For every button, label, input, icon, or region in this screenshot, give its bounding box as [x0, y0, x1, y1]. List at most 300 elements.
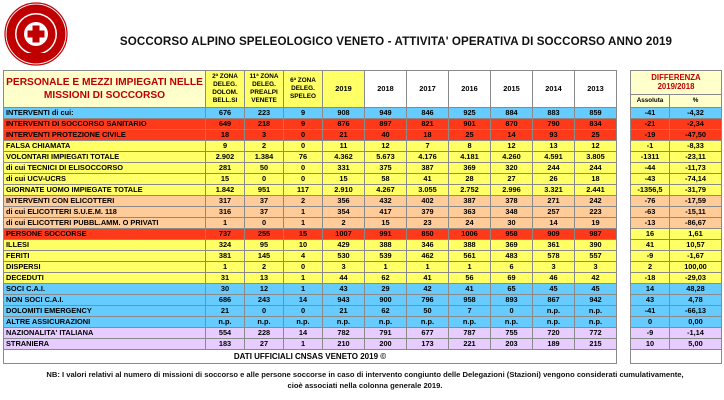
table-cell: 649 [206, 119, 245, 130]
table-cell: 790 [533, 119, 575, 130]
table-row [4, 240, 722, 251]
table-cell: 7 [449, 306, 491, 317]
diff-absolute-cell: 14 [631, 284, 670, 295]
table-cell: 189 [533, 339, 575, 350]
year-header-2015: 2015 [491, 71, 533, 108]
row-label: GIORNATE UOMO IMPIEGATE TOTALE [4, 185, 206, 196]
table-cell: 0 [491, 306, 533, 317]
year-header-2016: 2016 [449, 71, 491, 108]
table-cell: 1007 [323, 229, 365, 240]
table-cell: 1 [284, 207, 323, 218]
table-row [4, 207, 722, 218]
table-row [4, 196, 722, 207]
table-cell: 320 [491, 163, 533, 174]
row-label: ALTRE ASSICURAZIONI [4, 317, 206, 328]
table-cell: 3.805 [575, 152, 617, 163]
diff-percent-cell: -1,14 [670, 328, 722, 339]
table-cell: 14 [284, 328, 323, 339]
diff-absolute-cell: -43 [631, 174, 670, 185]
table-cell: 12 [575, 141, 617, 152]
table-cell: 223 [245, 108, 284, 119]
spacer [617, 339, 631, 350]
diff-percent-cell: -2,34 [670, 119, 722, 130]
table-row [4, 229, 722, 240]
table-cell: 0 [284, 141, 323, 152]
table-cell: 76 [284, 152, 323, 163]
table-cell: 462 [407, 251, 449, 262]
table-cell: 369 [449, 163, 491, 174]
table-cell: 348 [491, 207, 533, 218]
table-cell: 361 [533, 240, 575, 251]
row-label: ILLESI [4, 240, 206, 251]
table-row [4, 339, 722, 350]
diff-absolute-cell: -13 [631, 218, 670, 229]
table-cell: 991 [365, 229, 407, 240]
table-cell: 42 [407, 284, 449, 295]
spacer [617, 196, 631, 207]
spacer [617, 350, 631, 364]
table-cell: 25 [575, 130, 617, 141]
table-cell: 43 [323, 284, 365, 295]
table-cell: 45 [575, 284, 617, 295]
table-cell: 387 [407, 163, 449, 174]
table-cell: 210 [323, 339, 365, 350]
table-cell: 95 [245, 240, 284, 251]
row-label: DECEDUTI [4, 273, 206, 284]
table-cell: 15 [206, 174, 245, 185]
row-label: INTERVENTI CON ELICOTTERI [4, 196, 206, 207]
table-cell: n.p. [206, 317, 245, 328]
table-row [4, 108, 722, 119]
table-cell: 1 [449, 262, 491, 273]
table-cell: 14 [491, 130, 533, 141]
table-cell: 243 [245, 295, 284, 306]
table-cell: 1.384 [245, 152, 284, 163]
table-cell: 2.996 [491, 185, 533, 196]
diff-percent-cell: -66,13 [670, 306, 722, 317]
spacer [617, 229, 631, 240]
spacer [617, 306, 631, 317]
diff-absolute-cell: -63 [631, 207, 670, 218]
table-cell: 2 [245, 262, 284, 273]
table-cell: 10 [284, 240, 323, 251]
row-label: di cui UCV-UCRS [4, 174, 206, 185]
table-cell: 908 [323, 108, 365, 119]
diff-absolute-cell: -41 [631, 108, 670, 119]
table-cell: 388 [365, 240, 407, 251]
row-label: NAZIONALITA' ITALIANA [4, 328, 206, 339]
spacer [617, 119, 631, 130]
table-cell: 1 [284, 339, 323, 350]
table-cell: 4.260 [491, 152, 533, 163]
table-cell: 0 [284, 130, 323, 141]
spacer [617, 141, 631, 152]
diff-absolute-cell: -9 [631, 328, 670, 339]
table-cell: 27 [491, 174, 533, 185]
row-label: STRANIERA [4, 339, 206, 350]
table-cell: 539 [365, 251, 407, 262]
table-cell: 859 [575, 108, 617, 119]
table-cell: 369 [491, 240, 533, 251]
table-cell: n.p. [491, 317, 533, 328]
table-cell: 755 [491, 328, 533, 339]
table-cell: 720 [533, 328, 575, 339]
table-cell: 203 [491, 339, 533, 350]
table-cell: 41 [407, 273, 449, 284]
table-cell: 925 [449, 108, 491, 119]
table-cell: 354 [323, 207, 365, 218]
cnsas-logo [4, 2, 68, 66]
table-cell: 215 [575, 339, 617, 350]
table-cell: 737 [206, 229, 245, 240]
table-cell: 4 [284, 251, 323, 262]
table-cell: 686 [206, 295, 245, 306]
table-cell: 9 [206, 141, 245, 152]
table-cell: 402 [407, 196, 449, 207]
table-cell: 223 [575, 207, 617, 218]
table-cell: 1 [407, 262, 449, 273]
diff-absolute-cell: 0 [631, 317, 670, 328]
table-cell: 1 [206, 218, 245, 229]
table-cell: 782 [323, 328, 365, 339]
table-cell: 27 [245, 339, 284, 350]
table-cell: 3 [533, 262, 575, 273]
table-cell: 429 [323, 240, 365, 251]
table-row [4, 273, 722, 284]
table-cell: 949 [365, 108, 407, 119]
table-cell: 346 [407, 240, 449, 251]
table-cell: 62 [365, 306, 407, 317]
table-cell: 554 [206, 328, 245, 339]
table-cell: 145 [245, 251, 284, 262]
table-cell: 12 [491, 141, 533, 152]
table-cell: 987 [575, 229, 617, 240]
table-cell: 281 [206, 163, 245, 174]
diff-percent-cell: -17,59 [670, 196, 722, 207]
zone-header-speleo: 6ª ZONA DELEG. SPELEO [284, 71, 323, 108]
diff-absolute-cell: -19 [631, 130, 670, 141]
table-cell: 21 [206, 306, 245, 317]
table-cell: 846 [407, 108, 449, 119]
table-cell: 850 [407, 229, 449, 240]
table-cell: 2.752 [449, 185, 491, 196]
table-cell: 897 [365, 119, 407, 130]
table-cell: 772 [575, 328, 617, 339]
table-cell: 0 [284, 163, 323, 174]
spacer [617, 251, 631, 262]
diff-percent-cell: -8,33 [670, 141, 722, 152]
table-cell: 1 [284, 284, 323, 295]
table-cell: 0 [245, 174, 284, 185]
diff-absolute-cell: 43 [631, 295, 670, 306]
table-row [4, 163, 722, 174]
footnote: NB: I valori relativi al numero di missioni di soccorso e alle persone soccorse in caso di intervento congiunto delle Delegazioni (Stazioni) vengono considerati cumulativamente, cioè associati nella colonna generale 2019. [46, 370, 684, 390]
table-cell: 951 [245, 185, 284, 196]
diff-absolute-cell: -1311 [631, 152, 670, 163]
table-header-row [4, 71, 722, 95]
table-cell: 677 [407, 328, 449, 339]
year-header-2017: 2017 [407, 71, 449, 108]
table-cell: 200 [365, 339, 407, 350]
table-cell: 1 [365, 262, 407, 273]
table-cell: 13 [533, 141, 575, 152]
page-title: SOCCORSO ALPINO SPELEOLOGICO VENETO - ATTIVITA' OPERATIVA DI SOCCORSO ANNO 2019 [119, 35, 673, 48]
diff-percent-cell: 0,00 [670, 317, 722, 328]
table-cell: 9 [284, 108, 323, 119]
spacer [617, 207, 631, 218]
spacer [617, 163, 631, 174]
table-cell: 3.321 [533, 185, 575, 196]
spacer [617, 174, 631, 185]
table-cell: 390 [575, 240, 617, 251]
table-cell: 2 [245, 141, 284, 152]
table-cell: 331 [323, 163, 365, 174]
table-cell: 19 [575, 218, 617, 229]
diff-absolute-cell: 10 [631, 339, 670, 350]
diff-absolute-cell: -44 [631, 163, 670, 174]
year-header-2013: 2013 [575, 71, 617, 108]
diff-percent-cell: 48,28 [670, 284, 722, 295]
table-cell: 50 [245, 163, 284, 174]
table-cell: 4.362 [323, 152, 365, 163]
table-cell: 958 [491, 229, 533, 240]
diff-percent-cell: -4,32 [670, 108, 722, 119]
spacer [617, 185, 631, 196]
table-cell: 62 [365, 273, 407, 284]
table-cell: 257 [533, 207, 575, 218]
diff-percent-cell: -1,67 [670, 251, 722, 262]
table-cell: 387 [449, 196, 491, 207]
table-cell: 1 [284, 218, 323, 229]
table-cell: 578 [533, 251, 575, 262]
table-cell: n.p. [533, 306, 575, 317]
table-cell: 25 [449, 130, 491, 141]
table-row [4, 284, 722, 295]
table-row [4, 317, 722, 328]
table-cell: 676 [206, 108, 245, 119]
table-cell: 37 [245, 207, 284, 218]
table-row [4, 185, 722, 196]
table-cell: 834 [575, 119, 617, 130]
row-label: di cui ELICOTTERI PUBBL.AMM. O PRIVATI [4, 218, 206, 229]
table-footer-row [4, 350, 722, 364]
table-cell: 5.673 [365, 152, 407, 163]
spacer [617, 218, 631, 229]
table-cell: n.p. [575, 317, 617, 328]
table-cell: 24 [449, 218, 491, 229]
table-cell: 13 [245, 273, 284, 284]
table-cell: 317 [206, 196, 245, 207]
table-cell: 26 [533, 174, 575, 185]
table-cell: 15 [365, 218, 407, 229]
diff-absolute-cell: -1 [631, 141, 670, 152]
table-cell: 561 [449, 251, 491, 262]
table-cell: 255 [245, 229, 284, 240]
table-cell: 378 [491, 196, 533, 207]
table-cell: 909 [533, 229, 575, 240]
spacer [617, 317, 631, 328]
table-cell: 23 [407, 218, 449, 229]
table-cell: 41 [407, 174, 449, 185]
table-row [4, 119, 722, 130]
table-cell: n.p. [449, 317, 491, 328]
table-cell: 50 [407, 306, 449, 317]
table-cell: 876 [323, 119, 365, 130]
table-cell: 1 [206, 262, 245, 273]
spacer [617, 152, 631, 163]
table-cell: 37 [245, 196, 284, 207]
diff-absolute-cell: -41 [631, 306, 670, 317]
table-cell: 18 [206, 130, 245, 141]
table-cell: 943 [323, 295, 365, 306]
table-cell: 530 [323, 251, 365, 262]
table-cell: 4.591 [533, 152, 575, 163]
statistics-table [3, 70, 722, 364]
table-cell: 1 [284, 273, 323, 284]
table-cell: 271 [533, 196, 575, 207]
table-cell: 8 [449, 141, 491, 152]
table-cell: 44 [323, 273, 365, 284]
table-cell: 242 [575, 196, 617, 207]
table-cell: 870 [491, 119, 533, 130]
table-cell: 0 [245, 218, 284, 229]
diff-absolute-cell: -1356,5 [631, 185, 670, 196]
diff-header: DIFFERENZA 2019/2018 [631, 71, 722, 95]
table-cell: 4.267 [365, 185, 407, 196]
header-title: PERSONALE E MEZZI IMPIEGATI NELLE MISSIONI DI SOCCORSO [4, 71, 206, 108]
table-cell: 42 [575, 273, 617, 284]
table-row [4, 141, 722, 152]
spacer [617, 130, 631, 141]
table-cell: 244 [575, 163, 617, 174]
table-cell: 893 [491, 295, 533, 306]
table-cell: 2.441 [575, 185, 617, 196]
table-cell: 228 [245, 328, 284, 339]
footer-source: DATI UFFICIALI CNSAS VENETO 2019 © [4, 350, 617, 364]
diff-percent-cell: 1,61 [670, 229, 722, 240]
table-cell: 363 [449, 207, 491, 218]
table-cell: 14 [533, 218, 575, 229]
table-cell: 2.902 [206, 152, 245, 163]
diff-absolute-cell: 2 [631, 262, 670, 273]
table-cell: 3 [575, 262, 617, 273]
spacer [617, 108, 631, 119]
table-cell: 0 [284, 174, 323, 185]
table-cell: n.p. [575, 306, 617, 317]
diff-percent-cell: -29,03 [670, 273, 722, 284]
table-cell: 29 [365, 284, 407, 295]
table-row [4, 174, 722, 185]
table-cell: 884 [491, 108, 533, 119]
row-label: PERSONE SOCCORSE [4, 229, 206, 240]
table-cell: 379 [407, 207, 449, 218]
table-cell: n.p. [407, 317, 449, 328]
table-cell: 30 [206, 284, 245, 295]
table-cell: 557 [575, 251, 617, 262]
table-cell: 791 [365, 328, 407, 339]
table-cell: 958 [449, 295, 491, 306]
table-cell: n.p. [284, 317, 323, 328]
diff-absolute-cell: 41 [631, 240, 670, 251]
row-label: DOLOMITI EMERGENCY [4, 306, 206, 317]
table-cell: 9 [284, 119, 323, 130]
table-cell: 356 [323, 196, 365, 207]
table-cell: 7 [407, 141, 449, 152]
table-cell: 21 [323, 306, 365, 317]
table-cell: 388 [449, 240, 491, 251]
diff-percent-cell: -23,11 [670, 152, 722, 163]
table-row [4, 306, 722, 317]
table-cell: 221 [449, 339, 491, 350]
table-cell: 900 [365, 295, 407, 306]
table-cell: 4.181 [449, 152, 491, 163]
table-cell: 1006 [449, 229, 491, 240]
table-cell: 15 [323, 174, 365, 185]
table-cell: 2 [323, 218, 365, 229]
table-cell: 93 [533, 130, 575, 141]
table-cell: 3.055 [407, 185, 449, 196]
table-cell: 244 [533, 163, 575, 174]
table-cell: 2 [284, 196, 323, 207]
table-row [4, 130, 722, 141]
table-row [4, 295, 722, 306]
year-header-2019: 2019 [323, 71, 365, 108]
table-cell: 432 [365, 196, 407, 207]
row-label: NON SOCI C.A.I. [4, 295, 206, 306]
table-cell: 31 [206, 273, 245, 284]
table-cell: n.p. [365, 317, 407, 328]
table-row [4, 328, 722, 339]
diff-percent-cell: 100,00 [670, 262, 722, 273]
zone-header-prealpi: 11ª ZONA DELEG. PREALPI VENETE [245, 71, 284, 108]
table-cell: 30 [491, 218, 533, 229]
year-header-2014: 2014 [533, 71, 575, 108]
table-cell: 381 [206, 251, 245, 262]
diff-percent-cell: -11,73 [670, 163, 722, 174]
table-cell: 942 [575, 295, 617, 306]
table-cell: n.p. [245, 317, 284, 328]
table-cell: 46 [533, 273, 575, 284]
diff-sub-percent: % [670, 94, 722, 107]
table-cell: 40 [365, 130, 407, 141]
table-cell: 483 [491, 251, 533, 262]
table-cell: 0 [284, 306, 323, 317]
table-cell: 901 [449, 119, 491, 130]
diff-percent-cell: -47,50 [670, 130, 722, 141]
row-label: di cui ELICOTTERI S.U.E.M. 118 [4, 207, 206, 218]
footer-empty [631, 350, 722, 364]
table-cell: 796 [407, 295, 449, 306]
spacer [617, 262, 631, 273]
diff-absolute-cell: -18 [631, 273, 670, 284]
table-cell: 3 [323, 262, 365, 273]
row-label: FERITI [4, 251, 206, 262]
table-cell: 3 [245, 130, 284, 141]
table-cell: 787 [449, 328, 491, 339]
diff-percent-cell: 5,00 [670, 339, 722, 350]
zone-header-dolomiti: 2ª ZONA DELEG. DOLOM. BELL.SI [206, 71, 245, 108]
table-cell: 14 [284, 295, 323, 306]
table-cell: 117 [284, 185, 323, 196]
diff-percent-cell: 10,57 [670, 240, 722, 251]
table-cell: 69 [491, 273, 533, 284]
table-cell: 1.842 [206, 185, 245, 196]
row-label: FALSA CHIAMATA [4, 141, 206, 152]
table-cell: 65 [491, 284, 533, 295]
spacer [617, 328, 631, 339]
table-row [4, 262, 722, 273]
diff-percent-cell: -31,79 [670, 185, 722, 196]
